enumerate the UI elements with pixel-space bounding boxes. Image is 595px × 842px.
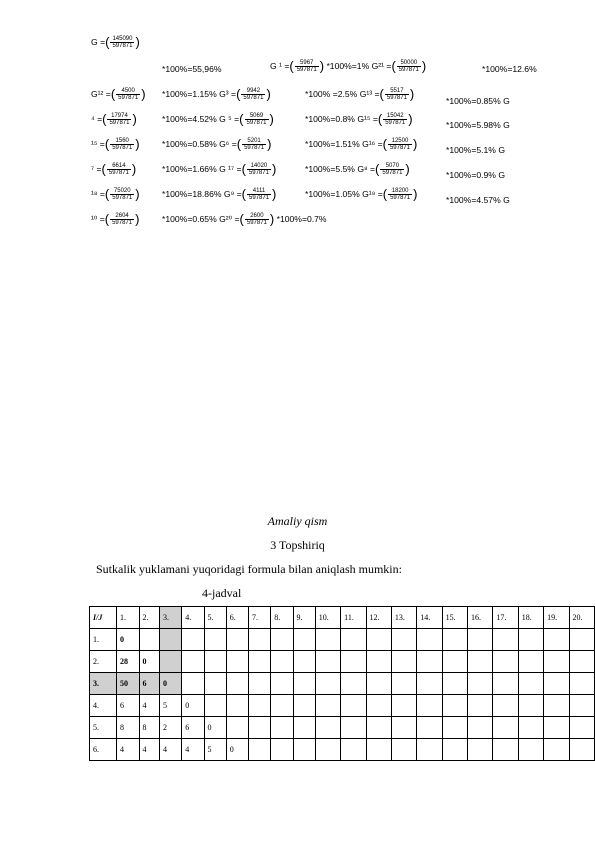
numerator: 12500 bbox=[388, 138, 412, 145]
formula-result: *100%=1.05% bbox=[305, 189, 360, 199]
numerator: 2604 bbox=[110, 213, 134, 220]
formula-result: *100%=0.9% G bbox=[446, 170, 506, 180]
formula-r4c: *100%=1.51% G¹⁶ =( $\frac{12500}{597871}$ ) bbox=[305, 136, 418, 152]
formula-result: *100%=5.1% G bbox=[446, 145, 506, 155]
numerator: 75020 bbox=[110, 188, 134, 195]
fraction bbox=[110, 36, 134, 49]
table-cell bbox=[249, 629, 271, 651]
denominator: 597871 bbox=[108, 170, 129, 177]
table-cell bbox=[493, 695, 518, 717]
table-cell bbox=[417, 739, 442, 761]
numerator: 4111 bbox=[247, 188, 271, 195]
table-cell bbox=[341, 673, 366, 695]
table-cell bbox=[544, 739, 569, 761]
table-cell: 5 bbox=[204, 739, 226, 761]
denominator: 597871 bbox=[244, 145, 265, 152]
table-cell bbox=[468, 717, 493, 739]
table-cell bbox=[468, 629, 493, 651]
formula-left: G ⁵ = bbox=[219, 114, 240, 124]
table-header-cell: I/J bbox=[90, 607, 117, 629]
table-cell bbox=[315, 673, 340, 695]
formula-r6a: ¹⁸ =( $\frac{75020}{597871}$ ) bbox=[91, 186, 140, 202]
table-header-cell: 14. bbox=[417, 607, 442, 629]
table-cell bbox=[204, 651, 226, 673]
table-cell bbox=[442, 629, 467, 651]
numerator: 5967 bbox=[295, 60, 319, 67]
table-cell bbox=[391, 717, 416, 739]
table-cell bbox=[493, 673, 518, 695]
distance-matrix-table bbox=[89, 606, 595, 761]
formula-r5b: *100%=1.66% G ¹⁷ =( $\frac{14020}{597871}$ ) bbox=[162, 161, 277, 177]
table-cell bbox=[341, 717, 366, 739]
table-cell: 0 bbox=[139, 651, 160, 673]
table-cell bbox=[182, 673, 204, 695]
table-cell: 0 bbox=[226, 739, 248, 761]
table-cell bbox=[341, 695, 366, 717]
table-cell bbox=[366, 651, 391, 673]
numerator: 50000 bbox=[397, 60, 421, 67]
table-cell bbox=[315, 629, 340, 651]
table-cell bbox=[341, 739, 366, 761]
formula-result: *100%=0.85% G bbox=[446, 96, 510, 106]
table-cell: 6 bbox=[117, 695, 140, 717]
formula-left: G ¹⁷ = bbox=[219, 164, 242, 174]
table-cell bbox=[315, 651, 340, 673]
table-cell bbox=[226, 673, 248, 695]
table-cell bbox=[493, 739, 518, 761]
table-cell bbox=[139, 629, 160, 651]
table-cell: 0 bbox=[117, 629, 140, 651]
fraction bbox=[107, 163, 131, 176]
fraction bbox=[388, 188, 412, 201]
table-cell bbox=[518, 717, 543, 739]
table-cell bbox=[293, 695, 315, 717]
table-cell: 8 bbox=[139, 717, 160, 739]
table-cell bbox=[493, 717, 518, 739]
fraction bbox=[247, 163, 271, 176]
table-cell bbox=[544, 695, 569, 717]
denominator: 597871 bbox=[118, 95, 139, 102]
table-cell: 4. bbox=[90, 695, 117, 717]
table-cell bbox=[544, 651, 569, 673]
table-cell bbox=[442, 651, 467, 673]
table-cell bbox=[315, 739, 340, 761]
table-cell bbox=[391, 673, 416, 695]
table-header-cell: 5. bbox=[204, 607, 226, 629]
denominator: 597871 bbox=[246, 220, 267, 227]
formula-result: *100%=5.5% bbox=[305, 164, 355, 174]
table-cell: 5. bbox=[90, 717, 117, 739]
numerator: 5069 bbox=[245, 113, 269, 120]
table-row bbox=[90, 695, 595, 717]
formula-result: *100%=12.6% bbox=[482, 64, 537, 74]
table-cell bbox=[271, 695, 293, 717]
formula-r7a: ¹⁰ =( $\frac{2604}{597871}$ ) bbox=[91, 211, 140, 227]
denominator: 597871 bbox=[249, 195, 270, 202]
table-row bbox=[90, 739, 595, 761]
formula-left: G¹⁶ = bbox=[362, 139, 383, 149]
table-cell bbox=[493, 629, 518, 651]
formula-left: G³ = bbox=[219, 89, 237, 99]
numerator: 5070 bbox=[380, 163, 404, 170]
numerator: 1560 bbox=[110, 138, 134, 145]
table-cell: 0 bbox=[182, 695, 204, 717]
table-cell bbox=[341, 651, 366, 673]
table-cell bbox=[293, 651, 315, 673]
table-header-cell: 1. bbox=[117, 607, 140, 629]
table-cell: 6. bbox=[90, 739, 117, 761]
table-cell bbox=[442, 739, 467, 761]
fraction bbox=[380, 163, 404, 176]
table-header-row bbox=[90, 607, 595, 629]
formula-r6b: *100%=18.86% G⁹ =( $\frac{4111}{597871}$ ) bbox=[162, 186, 277, 202]
formula-result: *100% =2.5% bbox=[305, 89, 358, 99]
denominator: 597871 bbox=[382, 170, 403, 177]
numerator: 5517 bbox=[385, 88, 409, 95]
formula-r2b: *100%=1.15% G³ =( $\frac{9942}{597871}$ ) bbox=[162, 86, 271, 102]
denominator: 597871 bbox=[248, 170, 269, 177]
denominator: 597871 bbox=[112, 195, 133, 202]
section-title: Amaliy qism bbox=[267, 514, 328, 528]
table-header-cell: 12. bbox=[366, 607, 391, 629]
table-header-cell: 4. bbox=[182, 607, 204, 629]
formula-result: *100%=1% bbox=[326, 61, 370, 71]
fraction bbox=[388, 138, 412, 151]
table-cell bbox=[293, 673, 315, 695]
table-header-cell: 9. bbox=[293, 607, 315, 629]
table-cell bbox=[271, 651, 293, 673]
formula-left: G²¹ = bbox=[371, 61, 392, 71]
table-header-cell: 2. bbox=[139, 607, 160, 629]
formula-left: G = bbox=[91, 37, 106, 47]
table-header-cell: 6. bbox=[226, 607, 248, 629]
formula-r1b: G ¹ =( $\frac{5967}{597871}$ ) *100%=1% G²¹ =( $\frac{50000}{597871}$ ) bbox=[270, 58, 427, 74]
table-cell bbox=[315, 717, 340, 739]
table-cell bbox=[341, 629, 366, 651]
table-cell: 1. bbox=[90, 629, 117, 651]
table-header-cell: 8. bbox=[271, 607, 293, 629]
formula-r3c: *100%=0.8% G¹⁵ =( $\frac{15042}{597871}$ ) bbox=[305, 111, 413, 127]
denominator: 597871 bbox=[296, 67, 317, 74]
table-cell: 0 bbox=[160, 673, 182, 695]
table-cell bbox=[204, 629, 226, 651]
table-cell bbox=[204, 673, 226, 695]
denominator: 597871 bbox=[112, 145, 133, 152]
table-cell bbox=[442, 695, 467, 717]
formula-result: *100%=0.7% bbox=[276, 214, 327, 224]
table-cell bbox=[417, 629, 442, 651]
table-cell bbox=[518, 739, 543, 761]
fraction bbox=[245, 213, 269, 226]
table-cell bbox=[226, 695, 248, 717]
table-cell bbox=[569, 739, 595, 761]
table-cell bbox=[366, 717, 391, 739]
table-cell bbox=[569, 673, 595, 695]
table-row bbox=[90, 651, 595, 673]
table-cell bbox=[391, 695, 416, 717]
table-header-cell: 15. bbox=[442, 607, 467, 629]
table-cell bbox=[493, 651, 518, 673]
formula-result: *100%=1.51% bbox=[305, 139, 360, 149]
table-cell bbox=[442, 717, 467, 739]
table-cell bbox=[226, 717, 248, 739]
denominator: 597871 bbox=[112, 43, 133, 50]
formula-left: G¹³ = bbox=[359, 89, 380, 99]
table-cell bbox=[182, 651, 204, 673]
formula-r4a: ¹⁵ =( $\frac{1560}{597871}$ ) bbox=[91, 136, 140, 152]
table-cell bbox=[417, 673, 442, 695]
denominator: 597871 bbox=[389, 145, 410, 152]
formula-r1a: G =( $\frac{145090}{597871}$ ) bbox=[91, 34, 140, 50]
table-row bbox=[90, 717, 595, 739]
denominator: 597871 bbox=[243, 95, 264, 102]
formula-left: G⁶ = bbox=[219, 139, 237, 149]
table-cell bbox=[442, 673, 467, 695]
denominator: 597871 bbox=[398, 67, 419, 74]
formula-r6c: *100%=1.05% G¹⁹ =( $\frac{18200}{597871}$ ) bbox=[305, 186, 418, 202]
denominator: 597871 bbox=[109, 120, 130, 127]
table-caption: 4-jadval bbox=[202, 586, 242, 600]
numerator: 14020 bbox=[247, 163, 271, 170]
table-row bbox=[90, 629, 595, 651]
table-cell bbox=[544, 717, 569, 739]
table-cell: 4 bbox=[160, 739, 182, 761]
numerator: 2600 bbox=[245, 213, 269, 220]
table-cell: 8 bbox=[117, 717, 140, 739]
table-cell: 6 bbox=[182, 717, 204, 739]
table-cell bbox=[391, 651, 416, 673]
table-cell bbox=[249, 673, 271, 695]
table-header-cell: 3. bbox=[160, 607, 182, 629]
table-cell bbox=[249, 695, 271, 717]
table-header-cell: 11. bbox=[341, 607, 366, 629]
formula-r2c: *100% =2.5% G¹³ =( $\frac{5517}{597871}$ ) bbox=[305, 86, 415, 102]
formula-result: *100%=4.52% bbox=[162, 114, 217, 124]
table-header-cell: 13. bbox=[391, 607, 416, 629]
table-cell bbox=[249, 651, 271, 673]
denominator: 597871 bbox=[246, 120, 267, 127]
formula-left: G¹² = bbox=[91, 89, 111, 99]
table-cell: 28 bbox=[117, 651, 140, 673]
table-cell bbox=[249, 717, 271, 739]
formula-left: G²⁰ = bbox=[219, 214, 240, 224]
table-cell bbox=[249, 739, 271, 761]
table-cell bbox=[226, 651, 248, 673]
formula-result: *100%=5.98% G bbox=[446, 120, 510, 130]
fraction bbox=[245, 113, 269, 126]
table-cell: 4 bbox=[139, 695, 160, 717]
denominator: 597871 bbox=[390, 195, 411, 202]
task-title: 3 Topshiriq bbox=[270, 538, 325, 552]
formula-left: G⁸ = bbox=[357, 164, 376, 174]
table-header-cell: 16. bbox=[468, 607, 493, 629]
table-cell bbox=[518, 629, 543, 651]
numerator: 18200 bbox=[388, 188, 412, 195]
numerator: 6614 bbox=[107, 163, 131, 170]
table-cell bbox=[417, 695, 442, 717]
numerator: 17974 bbox=[107, 113, 131, 120]
formula-r3b: *100%=4.52% G ⁵ =( $\frac{5069}{597871}$ ) bbox=[162, 111, 274, 127]
formula-r5a: ⁷ =( $\frac{6614}{597871}$ ) bbox=[91, 161, 137, 177]
table-cell bbox=[366, 673, 391, 695]
table-cell bbox=[569, 695, 595, 717]
formula-left: ¹⁰ = bbox=[91, 214, 105, 224]
table-cell bbox=[160, 651, 182, 673]
fraction bbox=[295, 60, 319, 73]
fraction bbox=[107, 113, 131, 126]
table-cell bbox=[366, 695, 391, 717]
table-cell bbox=[391, 739, 416, 761]
table-cell: 4 bbox=[182, 739, 204, 761]
fraction bbox=[116, 88, 140, 101]
numerator: 15042 bbox=[383, 113, 407, 120]
table-cell bbox=[544, 673, 569, 695]
table-cell: 5 bbox=[160, 695, 182, 717]
table-cell: 6 bbox=[139, 673, 160, 695]
table-cell bbox=[160, 629, 182, 651]
formula-result: *100%=0.65% bbox=[162, 214, 217, 224]
table-cell: 2 bbox=[160, 717, 182, 739]
formula-r5c: *100%=5.5% G⁸ =( $\frac{5070}{597871}$ ) bbox=[305, 161, 410, 177]
formula-result: *100%=55,96% bbox=[162, 64, 222, 74]
table-header-cell: 17. bbox=[493, 607, 518, 629]
formula-left: ⁴ = bbox=[91, 114, 103, 124]
table-cell bbox=[182, 629, 204, 651]
table-cell bbox=[468, 739, 493, 761]
table-cell: 3. bbox=[90, 673, 117, 695]
table-row bbox=[90, 673, 595, 695]
table-cell bbox=[226, 629, 248, 651]
table-cell: 4 bbox=[117, 739, 140, 761]
table-cell bbox=[569, 629, 595, 651]
table-cell bbox=[293, 739, 315, 761]
table-cell bbox=[271, 739, 293, 761]
table-header-cell: 7. bbox=[249, 607, 271, 629]
formula-result: *100%=0.58% bbox=[162, 139, 217, 149]
formula-result: *100%=1.15% bbox=[162, 89, 217, 99]
numerator: 5201 bbox=[242, 138, 266, 145]
formula-left: ¹⁸ = bbox=[91, 189, 105, 199]
table-cell bbox=[468, 673, 493, 695]
table-cell bbox=[391, 629, 416, 651]
formula-left: G¹⁹ = bbox=[362, 189, 383, 199]
table-cell: 4 bbox=[139, 739, 160, 761]
fraction bbox=[110, 138, 134, 151]
table-cell bbox=[569, 717, 595, 739]
table-cell bbox=[315, 695, 340, 717]
task-text: Sutkalik yuklamani yuqoridagi formula bilan aniqlash mumkin: bbox=[96, 562, 402, 576]
table-cell bbox=[271, 673, 293, 695]
table-cell bbox=[204, 695, 226, 717]
table-cell bbox=[417, 651, 442, 673]
table-cell bbox=[293, 629, 315, 651]
table-cell: 0 bbox=[204, 717, 226, 739]
table-cell: 50 bbox=[117, 673, 140, 695]
formula-left: ¹⁵ = bbox=[91, 139, 105, 149]
formula-result: *100%=1.66% bbox=[162, 164, 217, 174]
denominator: 597871 bbox=[112, 220, 133, 227]
table-header-cell: 19. bbox=[544, 607, 569, 629]
formula-r2a: G¹² =( $\frac{4500}{597871}$ ) bbox=[91, 86, 146, 102]
denominator: 597871 bbox=[385, 120, 406, 127]
table-cell bbox=[417, 717, 442, 739]
fraction bbox=[241, 88, 265, 101]
table-header-cell: 10. bbox=[315, 607, 340, 629]
table-cell: 2. bbox=[90, 651, 117, 673]
fraction bbox=[247, 188, 271, 201]
formula-r4b: *100%=0.58% G⁶ =( $\frac{5201}{597871}$ ) bbox=[162, 136, 272, 152]
formula-left: G ¹ = bbox=[270, 61, 290, 71]
table-cell bbox=[518, 651, 543, 673]
fraction bbox=[385, 88, 409, 101]
denominator: 597871 bbox=[386, 95, 407, 102]
numerator: 4500 bbox=[116, 88, 140, 95]
table-cell bbox=[293, 717, 315, 739]
formula-result: *100%=18.86% bbox=[162, 189, 222, 199]
fraction bbox=[110, 213, 134, 226]
formula-result: *100%=4.57% G bbox=[446, 195, 510, 205]
table-header-cell: 18. bbox=[518, 607, 543, 629]
table-cell bbox=[271, 629, 293, 651]
formula-r3a: ⁴ =( $\frac{17974}{597871}$ ) bbox=[91, 111, 137, 127]
table-cell bbox=[366, 739, 391, 761]
table-cell bbox=[569, 651, 595, 673]
numerator: 145090 bbox=[112, 36, 133, 43]
formula-left: G¹⁵ = bbox=[357, 114, 378, 124]
fraction bbox=[397, 60, 421, 73]
table-cell bbox=[271, 717, 293, 739]
table-cell bbox=[468, 695, 493, 717]
fraction bbox=[383, 113, 407, 126]
table-cell bbox=[366, 629, 391, 651]
table-cell bbox=[468, 651, 493, 673]
table-cell bbox=[518, 673, 543, 695]
formula-left: ⁷ = bbox=[91, 164, 102, 174]
table-cell bbox=[544, 629, 569, 651]
table-cell bbox=[518, 695, 543, 717]
numerator: 9942 bbox=[241, 88, 265, 95]
formula-result: *100%=0.8% bbox=[305, 114, 355, 124]
formula-r7b: *100%=0.65% G²⁰ =( $\frac{2600}{597871}$ ) *100%=0.7% bbox=[162, 211, 327, 227]
table-header-cell: 20. bbox=[569, 607, 595, 629]
formula-left: G⁹ = bbox=[223, 189, 242, 199]
fraction bbox=[110, 188, 134, 201]
fraction bbox=[242, 138, 266, 151]
